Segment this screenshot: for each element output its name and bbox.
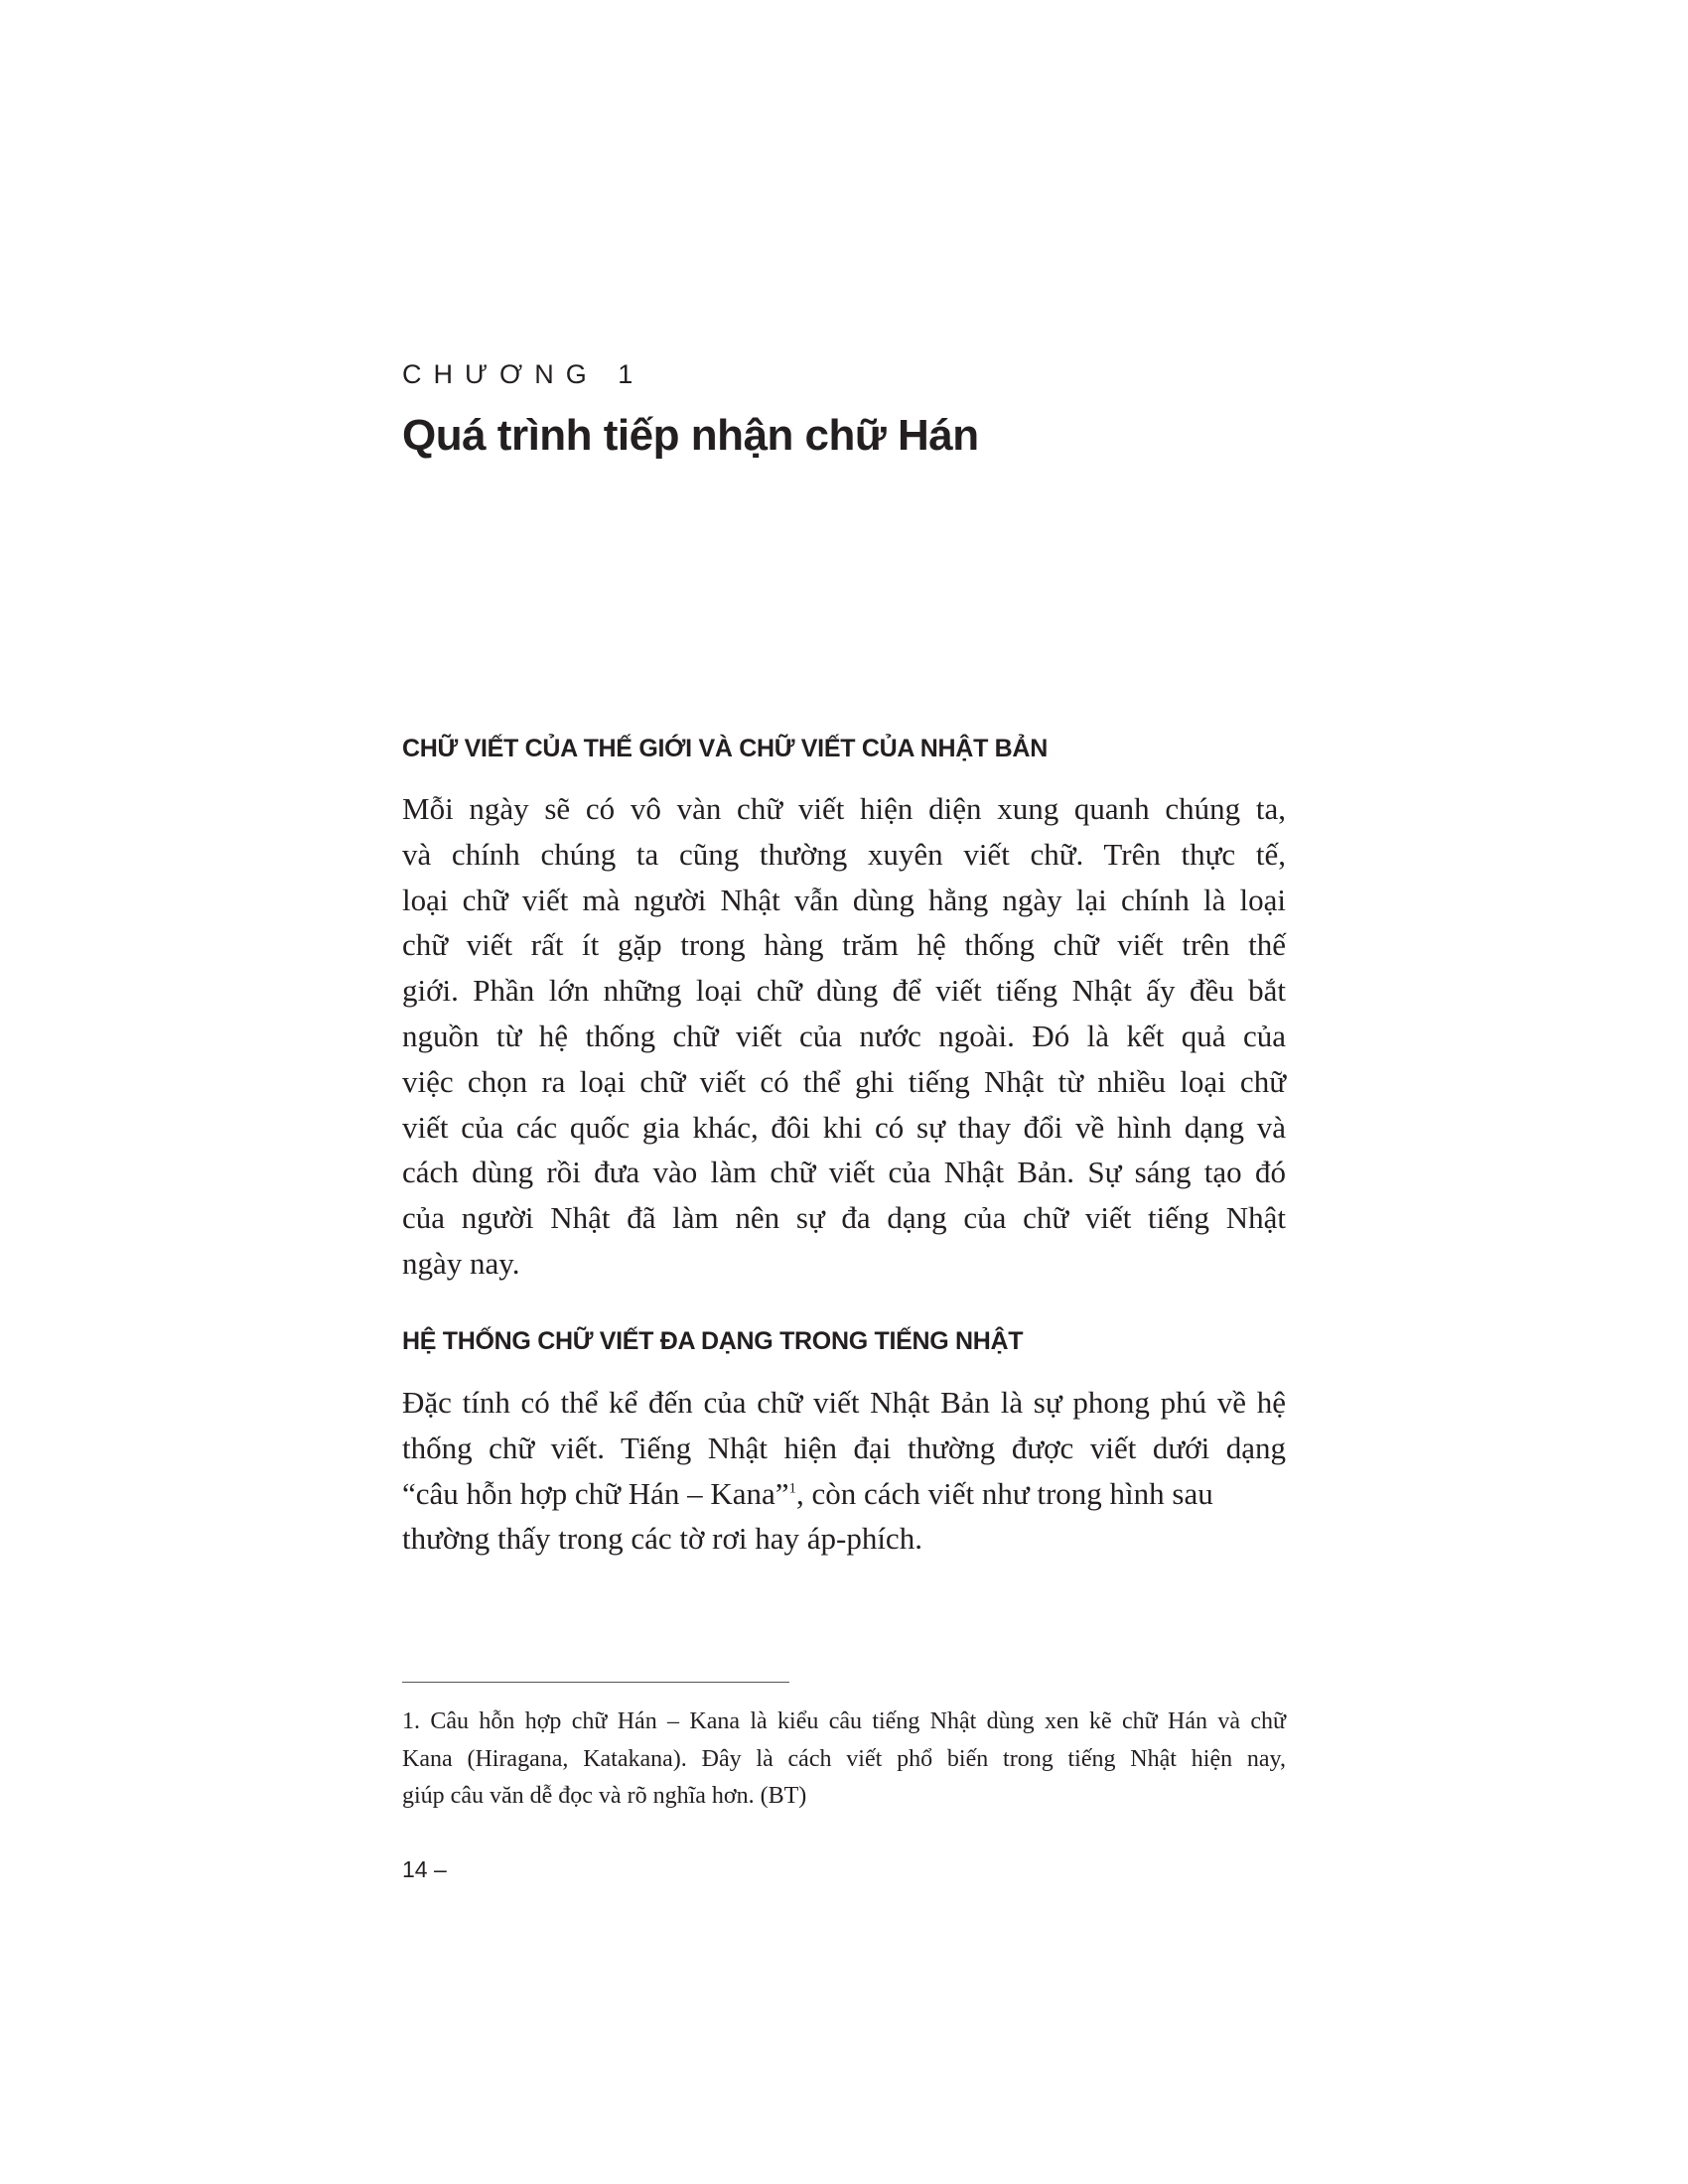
footnote-line: 1. Câu hỗn hợp chữ Hán – Kana là kiểu câu tiếng Nhật dùng xen kẽ chữ Hán và chữ bbox=[402, 1708, 1286, 1734]
chapter-label: CHƯƠNG 1 bbox=[402, 359, 645, 389]
text-line: Mỗi ngày sẽ có vô vàn chữ viết hiện diện xung quanh chúng ta, bbox=[402, 791, 1286, 826]
section-heading-2: HỆ THỐNG CHỮ VIẾT ĐA DẠNG TRONG TIẾNG NHẬT bbox=[402, 1327, 1024, 1355]
section-heading-1: CHỮ VIẾT CỦA THẾ GIỚI VÀ CHỮ VIẾT CỦA NHẬT BẢN bbox=[402, 735, 1048, 762]
footnote-line: Kana (Hiragana, Katakana). Đây là cách viết phổ biến trong tiếng Nhật hiện nay, bbox=[402, 1745, 1286, 1772]
footnote-divider bbox=[402, 1682, 789, 1683]
page-number: 14 – bbox=[402, 1856, 447, 1882]
footnote bbox=[402, 1704, 1286, 1816]
footnote-ref[interactable]: 1 bbox=[788, 1480, 797, 1497]
text-line bbox=[402, 1471, 1286, 1517]
chapter-title: Quá trình tiếp nhận chữ Hán bbox=[402, 411, 979, 460]
text-line: Đặc tính có thể kể đến của chữ viết Nhật Bản là sự phong phú về hệ bbox=[402, 1385, 1286, 1420]
section-paragraph-1 bbox=[402, 786, 1286, 1287]
quoted-term: “câu hỗn hợp chữ Hán – Kana” bbox=[402, 1475, 789, 1511]
text-line: thống chữ viết. Tiếng Nhật hiện đại thường được viết dưới dạng bbox=[402, 1430, 1286, 1465]
text-line: cách dùng rồi đưa vào làm chữ viết của Nhật Bản. Sự sáng tạo đó bbox=[402, 1155, 1286, 1190]
text-line: chữ viết rất ít gặp trong hàng trăm hệ thống chữ viết trên thế bbox=[402, 927, 1286, 963]
text-line: nguồn từ hệ thống chữ viết của nước ngoài. Đó là kết quả của bbox=[402, 1018, 1286, 1053]
text-line-tail: , còn cách viết như trong hình sau bbox=[796, 1475, 1213, 1511]
text-line: loại chữ viết mà người Nhật vẫn dùng hằng ngày lại chính là loại bbox=[402, 882, 1286, 917]
text-line: giới. Phần lớn những loại chữ dùng để viết tiếng Nhật ấy đều bắt bbox=[402, 973, 1286, 1009]
text-line: của người Nhật đã làm nên sự đa dạng của chữ viết tiếng Nhật bbox=[402, 1200, 1286, 1236]
section-paragraph-2 bbox=[402, 1380, 1286, 1562]
footnote-line: giúp câu văn dễ đọc và rõ nghĩa hơn. (BT) bbox=[402, 1783, 807, 1809]
text-line: viết của các quốc gia khác, đôi khi có sự thay đổi về hình dạng và bbox=[402, 1109, 1286, 1145]
text-line: việc chọn ra loại chữ viết có thể ghi tiếng Nhật từ nhiều loại chữ bbox=[402, 1063, 1286, 1099]
text-line: thường thấy trong các tờ rơi hay áp-phích. bbox=[402, 1521, 922, 1557]
text-line: và chính chúng ta cũng thường xuyên viết chữ. Trên thực tế, bbox=[402, 836, 1286, 872]
text-line: ngày nay. bbox=[402, 1245, 520, 1281]
